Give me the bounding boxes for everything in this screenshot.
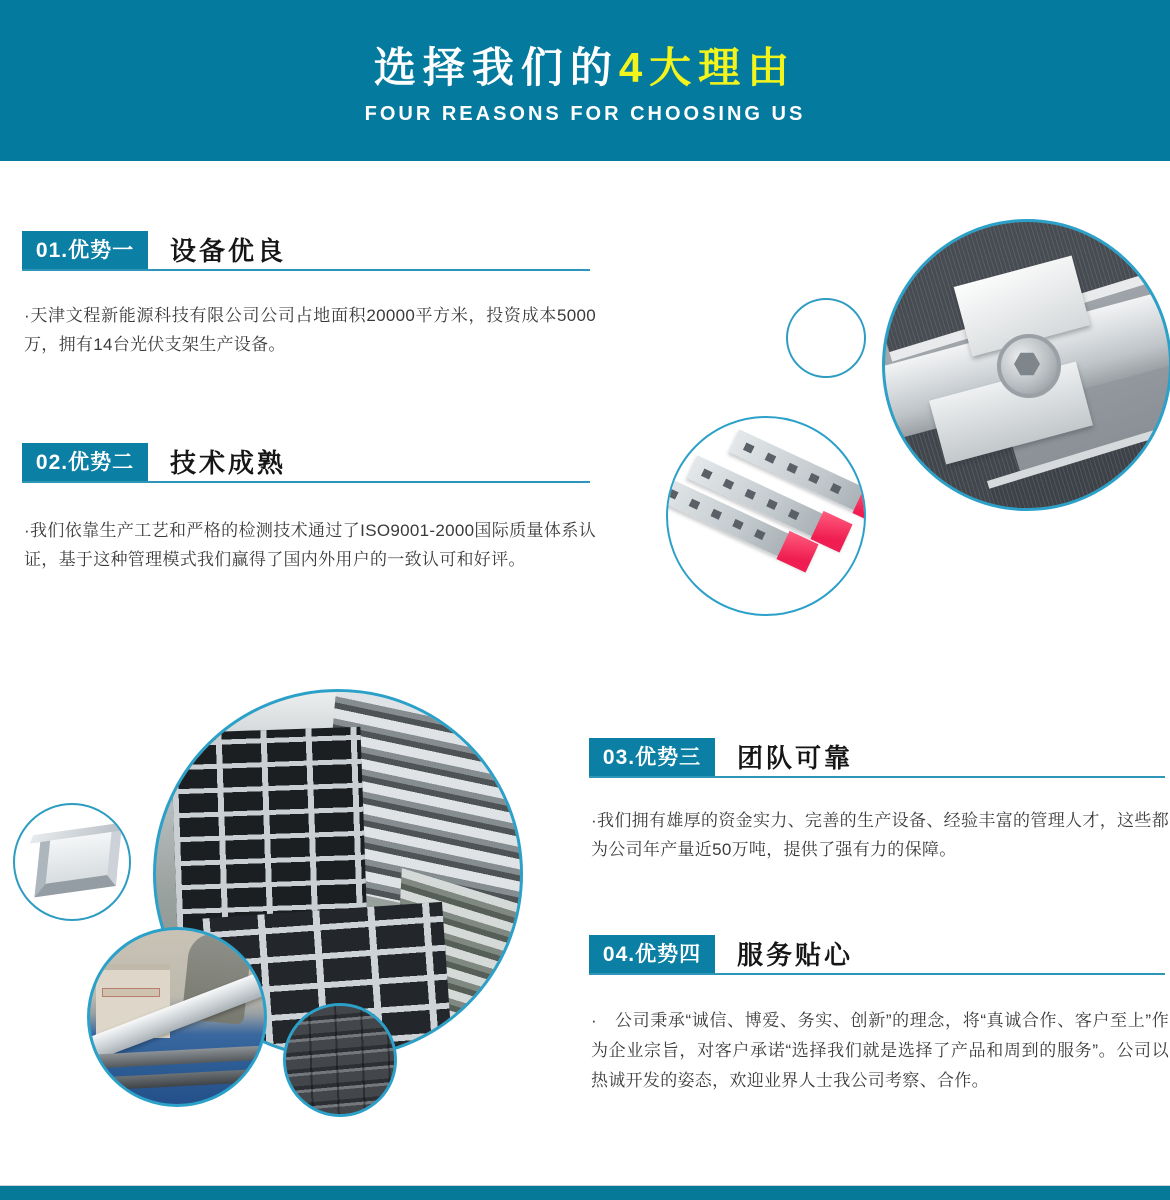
decorative-outline-circle xyxy=(786,298,866,378)
photo-u-channel-profile xyxy=(13,803,131,921)
photo-solar-clamp xyxy=(882,219,1170,511)
advantage-4-body: · 公司秉承“诚信、博爱、务实、创新”的理念，将“真诚合作、客户至上”作为企业宗旨，对客户承诺“选择我们就是选择了产品和周到的服务”。公司以热诚开发的姿态，欢迎业界人士我公司考察、合作。 xyxy=(591,1011,1169,1090)
photo-steel-bundles xyxy=(283,1003,397,1117)
advantage-2-underline xyxy=(22,481,590,483)
header-band xyxy=(0,0,1170,161)
advantage-2-body: ·我们依靠生产工艺和严格的检测技术通过了ISO9001-2000国际质量体系认证，基于这种管理模式我们赢得了国内外用户的一致认可和好评。 xyxy=(24,521,596,569)
page-subtitle: FOUR REASONS FOR CHOOSING US xyxy=(364,103,806,125)
page-title xyxy=(0,0,1170,92)
advantage-3-body: ·我们拥有雄厚的资金实力、完善的生产设备、经验丰富的管理人才，这些都为公司年产量近50万吨，提供了强有力的保障。 xyxy=(591,811,1169,859)
photo-angle-steel-bars xyxy=(666,416,866,616)
advantage-3-badge: 03.优势三 xyxy=(589,738,715,778)
u-channel-shape xyxy=(34,831,121,898)
advantage-4-underline xyxy=(589,973,1165,975)
advantage-2-badge: 02.优势二 xyxy=(22,443,148,483)
advantage-1-underline xyxy=(22,269,590,271)
advantage-1-title: 设备优良 xyxy=(170,236,287,266)
advantage-1-body: ·天津文程新能源科技有限公司公司占地面积20000平方米，投资成本5000万，拥有14台光伏支架生产设备。 xyxy=(24,306,596,354)
title-highlight-text: 4大理由 xyxy=(618,44,797,91)
bundle-stack-pattern xyxy=(286,1006,397,1117)
advantage-4-badge: 04.优势四 xyxy=(589,935,715,975)
machine-roller xyxy=(87,1068,267,1091)
advantage-3-title: 团队可靠 xyxy=(737,743,854,773)
footer-band xyxy=(0,1185,1170,1200)
advantage-3-underline xyxy=(589,776,1165,778)
photo-production-machine xyxy=(87,927,267,1107)
advantage-4-title: 服务贴心 xyxy=(737,940,854,970)
advantage-1-badge: 01.优势一 xyxy=(22,231,148,271)
advantage-2-title: 技术成熟 xyxy=(170,448,287,478)
machine-label xyxy=(102,988,160,997)
title-main-text: 选择我们的 xyxy=(373,44,619,91)
tube-stack-face-upper xyxy=(170,727,367,939)
